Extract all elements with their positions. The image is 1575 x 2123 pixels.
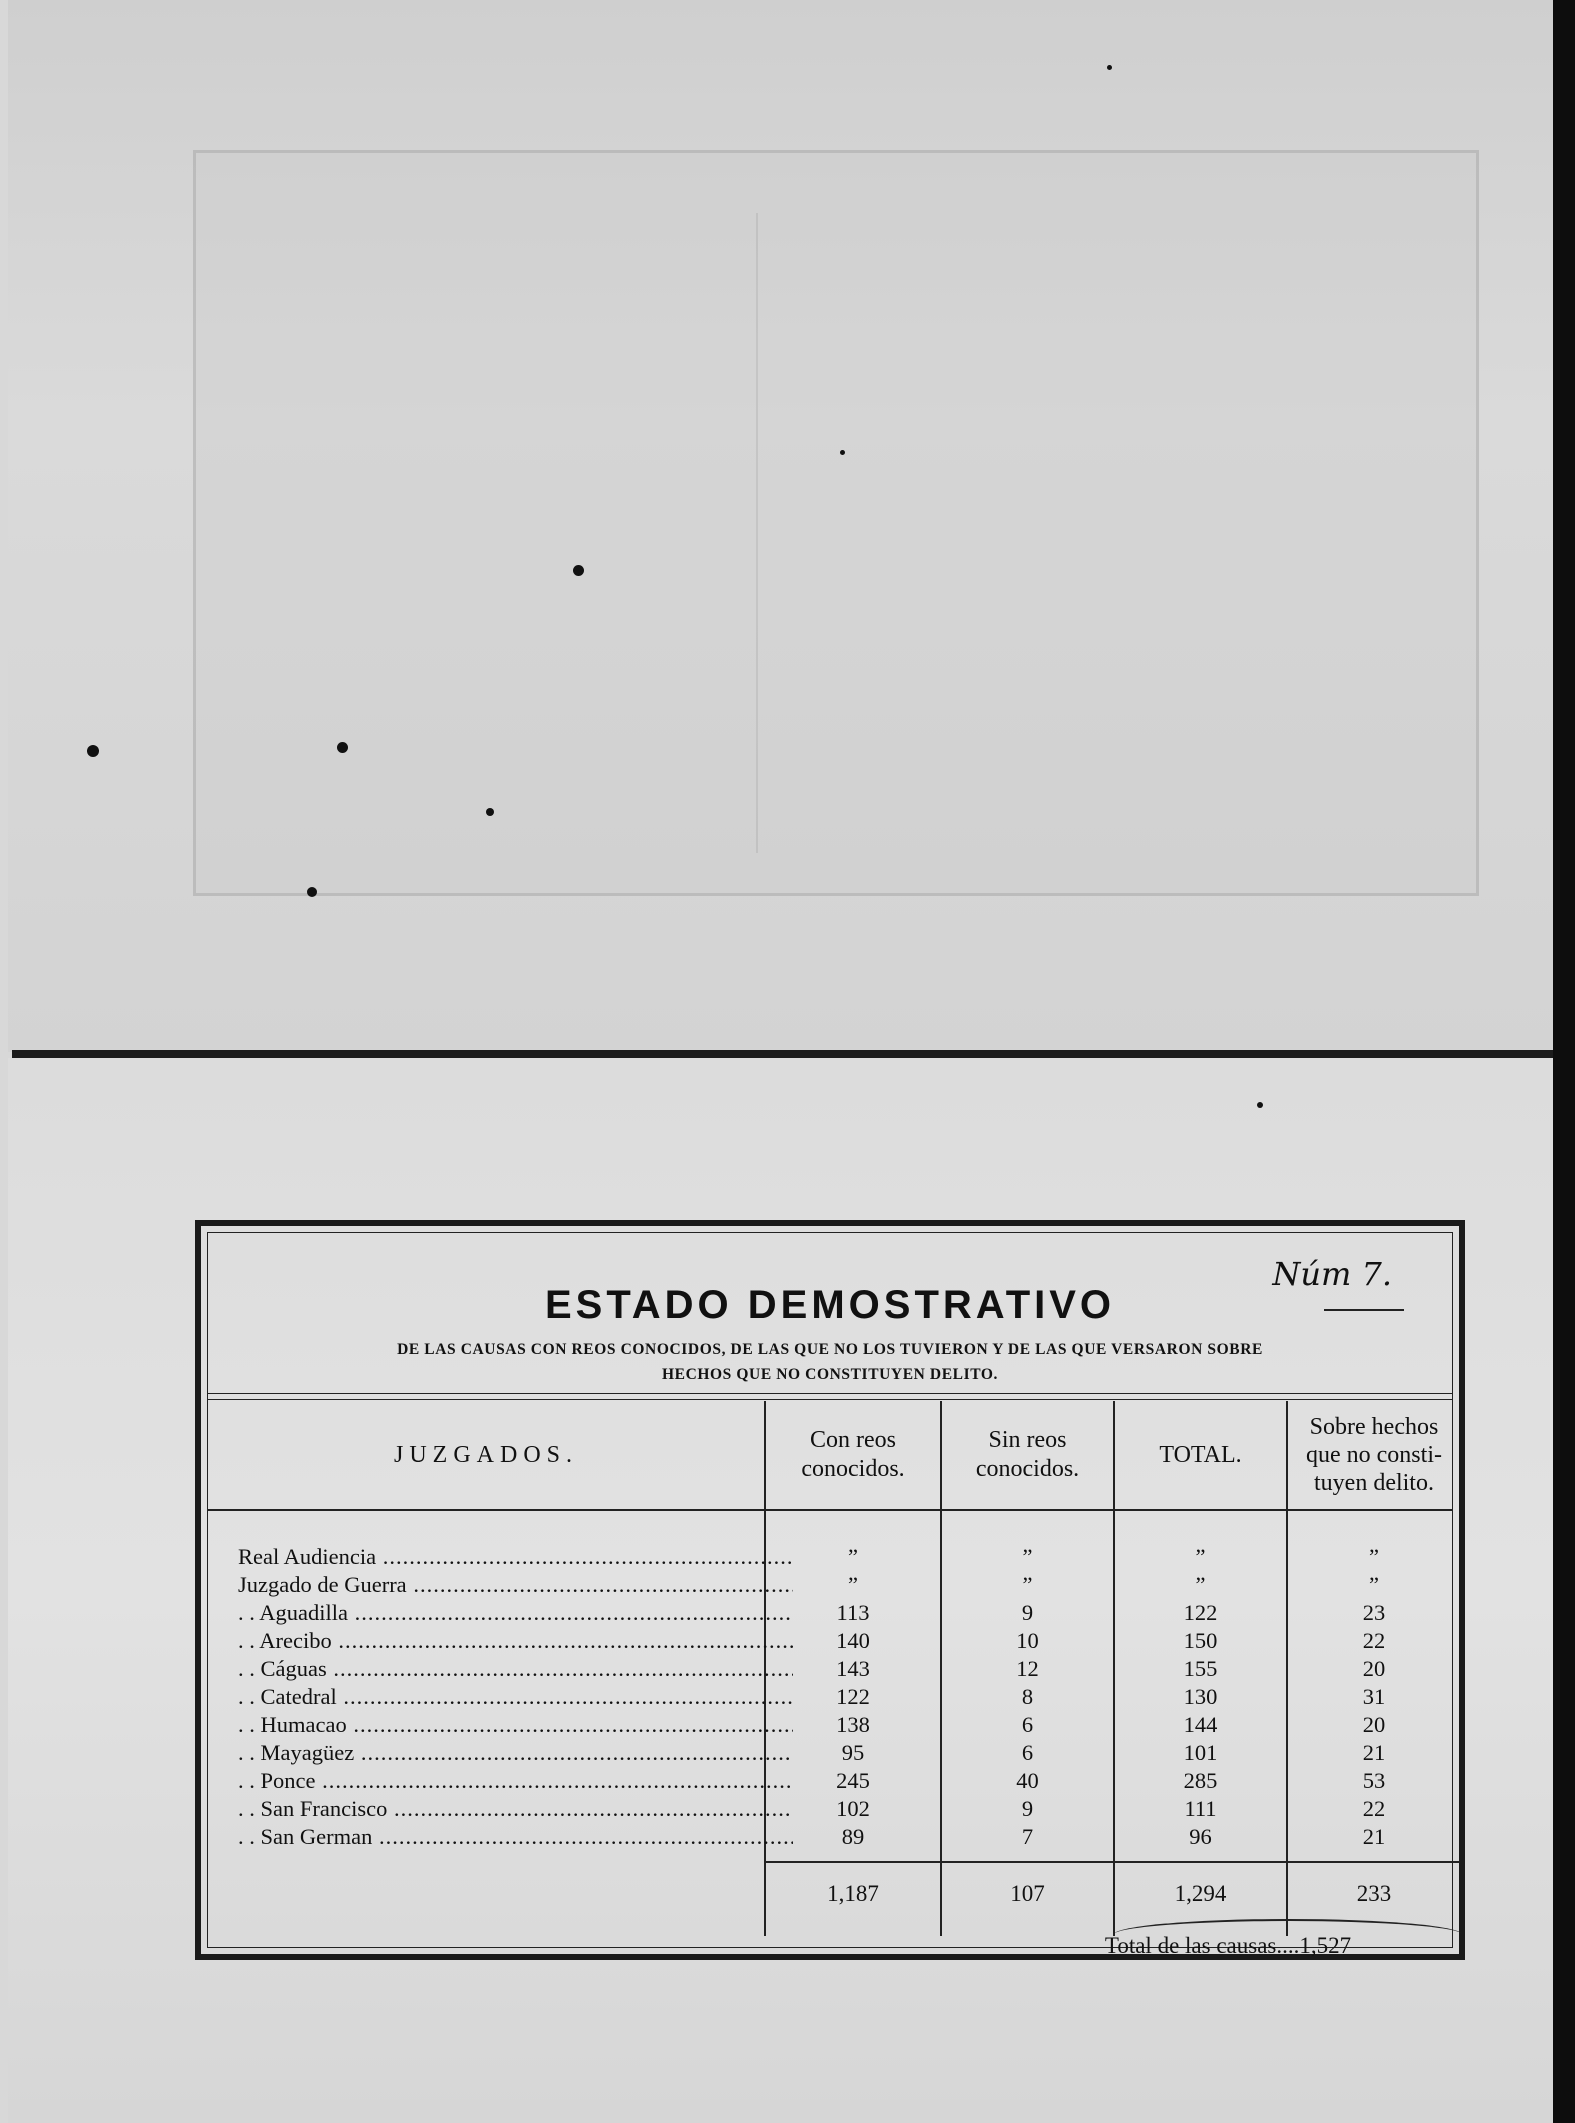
con-reos-value: 140 [836, 1628, 870, 1653]
sin-reos-value: 8 [1021, 1684, 1034, 1709]
con-reos-value: 102 [836, 1796, 870, 1821]
page-fold-line [12, 1050, 1562, 1058]
court-name: . . Catedral ..... [238, 1683, 793, 1711]
header-sobre-line: que no consti- [1306, 1442, 1442, 1468]
header-con-reos-line: Con reos [810, 1427, 896, 1453]
subtitle-line: HECHOS QUE NO CONSTITUYEN DELITO. [661, 1366, 999, 1383]
total-value: 96 [1189, 1824, 1212, 1849]
sin-reos-value: 9 [1021, 1600, 1034, 1625]
con-reos-value: 95 [841, 1740, 865, 1765]
header-sin-reos-line: conocidos. [975, 1456, 1080, 1482]
totals-rule [764, 1861, 1460, 1863]
table-row [208, 1627, 1452, 1655]
speck [573, 565, 584, 576]
header-bottom-rule [208, 1509, 1452, 1511]
header-total [1115, 1401, 1286, 1509]
scan-edge [1553, 0, 1575, 2123]
total-con-reos: 1,187 [827, 1881, 879, 1906]
speck [337, 742, 348, 753]
sin-reos-value: 9 [1021, 1796, 1034, 1821]
sin-reos-value: 6 [1021, 1712, 1034, 1737]
court-name: . . San German ..... [238, 1823, 793, 1851]
con-reos-value: 89 [841, 1824, 865, 1849]
table-row [208, 1571, 1452, 1599]
header-sobre-line: tuyen delito. [1314, 1470, 1434, 1496]
header-sobre-line: Sobre hechos [1309, 1414, 1439, 1440]
court-name: . . San Francisco ..... [238, 1795, 793, 1823]
total-value: 111 [1184, 1796, 1217, 1821]
table-inner-frame [207, 1232, 1453, 1958]
total-value: 101 [1183, 1740, 1218, 1765]
totals-row [208, 1879, 1452, 1909]
sin-reos-value: 40 [1016, 1768, 1039, 1793]
document-title: ESTADO DEMOSTRATIVO [544, 1283, 1116, 1327]
con-reos-value: 113 [836, 1600, 870, 1625]
header-double-rule [208, 1393, 1452, 1400]
court-name: . . Humacao ..... [238, 1711, 793, 1739]
sobre-hechos-value: ” [1369, 1544, 1379, 1569]
table-row [208, 1655, 1452, 1683]
sobre-hechos-value: 31 [1362, 1684, 1386, 1709]
table-row [208, 1767, 1452, 1795]
sobre-hechos-value: 53 [1362, 1768, 1386, 1793]
total-value: 285 [1183, 1768, 1218, 1793]
sobre-hechos-value: ” [1369, 1572, 1379, 1597]
table-row [208, 1683, 1452, 1711]
sobre-hechos-value: 22 [1362, 1628, 1386, 1653]
con-reos-value: ” [848, 1544, 858, 1569]
speck [840, 450, 845, 455]
table-row [208, 1711, 1452, 1739]
sin-reos-value: ” [1022, 1544, 1033, 1569]
grand-total: Total de las causas....1,527 [1104, 1933, 1352, 1958]
con-reos-value: 122 [836, 1684, 870, 1709]
header-sin-reos-line: Sin reos [988, 1427, 1067, 1453]
total-sobre-hechos: 233 [1356, 1881, 1392, 1906]
speck [1257, 1102, 1263, 1108]
table-row [208, 1823, 1452, 1851]
total-value: 144 [1183, 1712, 1218, 1737]
speck [307, 887, 317, 897]
document-subtitle [248, 1337, 1412, 1387]
table-row [208, 1795, 1452, 1823]
header-con-reos-line: conocidos. [801, 1456, 905, 1482]
sobre-hechos-value: 20 [1362, 1712, 1386, 1737]
sobre-hechos-value: 21 [1362, 1824, 1386, 1849]
table-row [208, 1543, 1452, 1571]
table-number-label: Núm 7. [1272, 1255, 1392, 1293]
sobre-hechos-value: 22 [1362, 1796, 1386, 1821]
court-name: . . Mayagüez ..... [238, 1739, 793, 1767]
court-name: Juzgado de Guerra ..... [238, 1571, 793, 1599]
header-total-label: TOTAL. [1159, 1441, 1242, 1468]
court-name: Real Audiencia ..... [238, 1543, 793, 1571]
statistics-table-box [195, 1220, 1465, 1960]
total-value: 122 [1183, 1600, 1218, 1625]
sin-reos-value: 10 [1016, 1628, 1039, 1653]
table-body [208, 1543, 1452, 1851]
court-name: . . Cáguas ..... [238, 1655, 793, 1683]
subtitle-line: DE LAS CAUSAS CON REOS CONOCIDOS, DE LAS QUE NO LOS TUVIERON Y DE LAS QUE VERSARON SOBRE [397, 1341, 1263, 1358]
total-value: ” [1195, 1572, 1206, 1597]
sin-reos-value: ” [1022, 1572, 1033, 1597]
court-name: . . Aguadilla ..... [238, 1599, 793, 1627]
header-sobre-hechos [1288, 1401, 1460, 1509]
header-sin-reos [942, 1401, 1113, 1509]
total-value: 130 [1183, 1684, 1218, 1709]
bleed-through-frame [193, 150, 1479, 896]
header-juzgados [208, 1401, 764, 1509]
header-juzgados-label: JUZGADOS. [393, 1441, 578, 1468]
total-value: ” [1195, 1544, 1206, 1569]
header-con-reos [766, 1401, 940, 1509]
con-reos-value: 245 [836, 1768, 870, 1793]
speck [486, 808, 494, 816]
table-row [208, 1739, 1452, 1767]
con-reos-value: 143 [836, 1656, 870, 1681]
sin-reos-value: 6 [1021, 1740, 1034, 1765]
total-total: 1,294 [1174, 1881, 1227, 1906]
table-row [208, 1599, 1452, 1627]
con-reos-value: 138 [836, 1712, 870, 1737]
sobre-hechos-value: 21 [1362, 1740, 1386, 1765]
sin-reos-value: 12 [1016, 1656, 1039, 1681]
sobre-hechos-value: 20 [1362, 1656, 1386, 1681]
total-sin-reos: 107 [1010, 1881, 1045, 1906]
speck [1107, 65, 1112, 70]
court-name: . . Arecibo ..... [238, 1627, 793, 1655]
sin-reos-value: 7 [1021, 1824, 1034, 1849]
con-reos-value: ” [848, 1572, 858, 1597]
total-value: 155 [1183, 1656, 1218, 1681]
sobre-hechos-value: 23 [1362, 1600, 1386, 1625]
blank-upper-page [8, 0, 1555, 1052]
speck [87, 745, 99, 757]
court-name: . . Ponce ..... [238, 1767, 793, 1795]
total-value: 150 [1183, 1628, 1218, 1653]
